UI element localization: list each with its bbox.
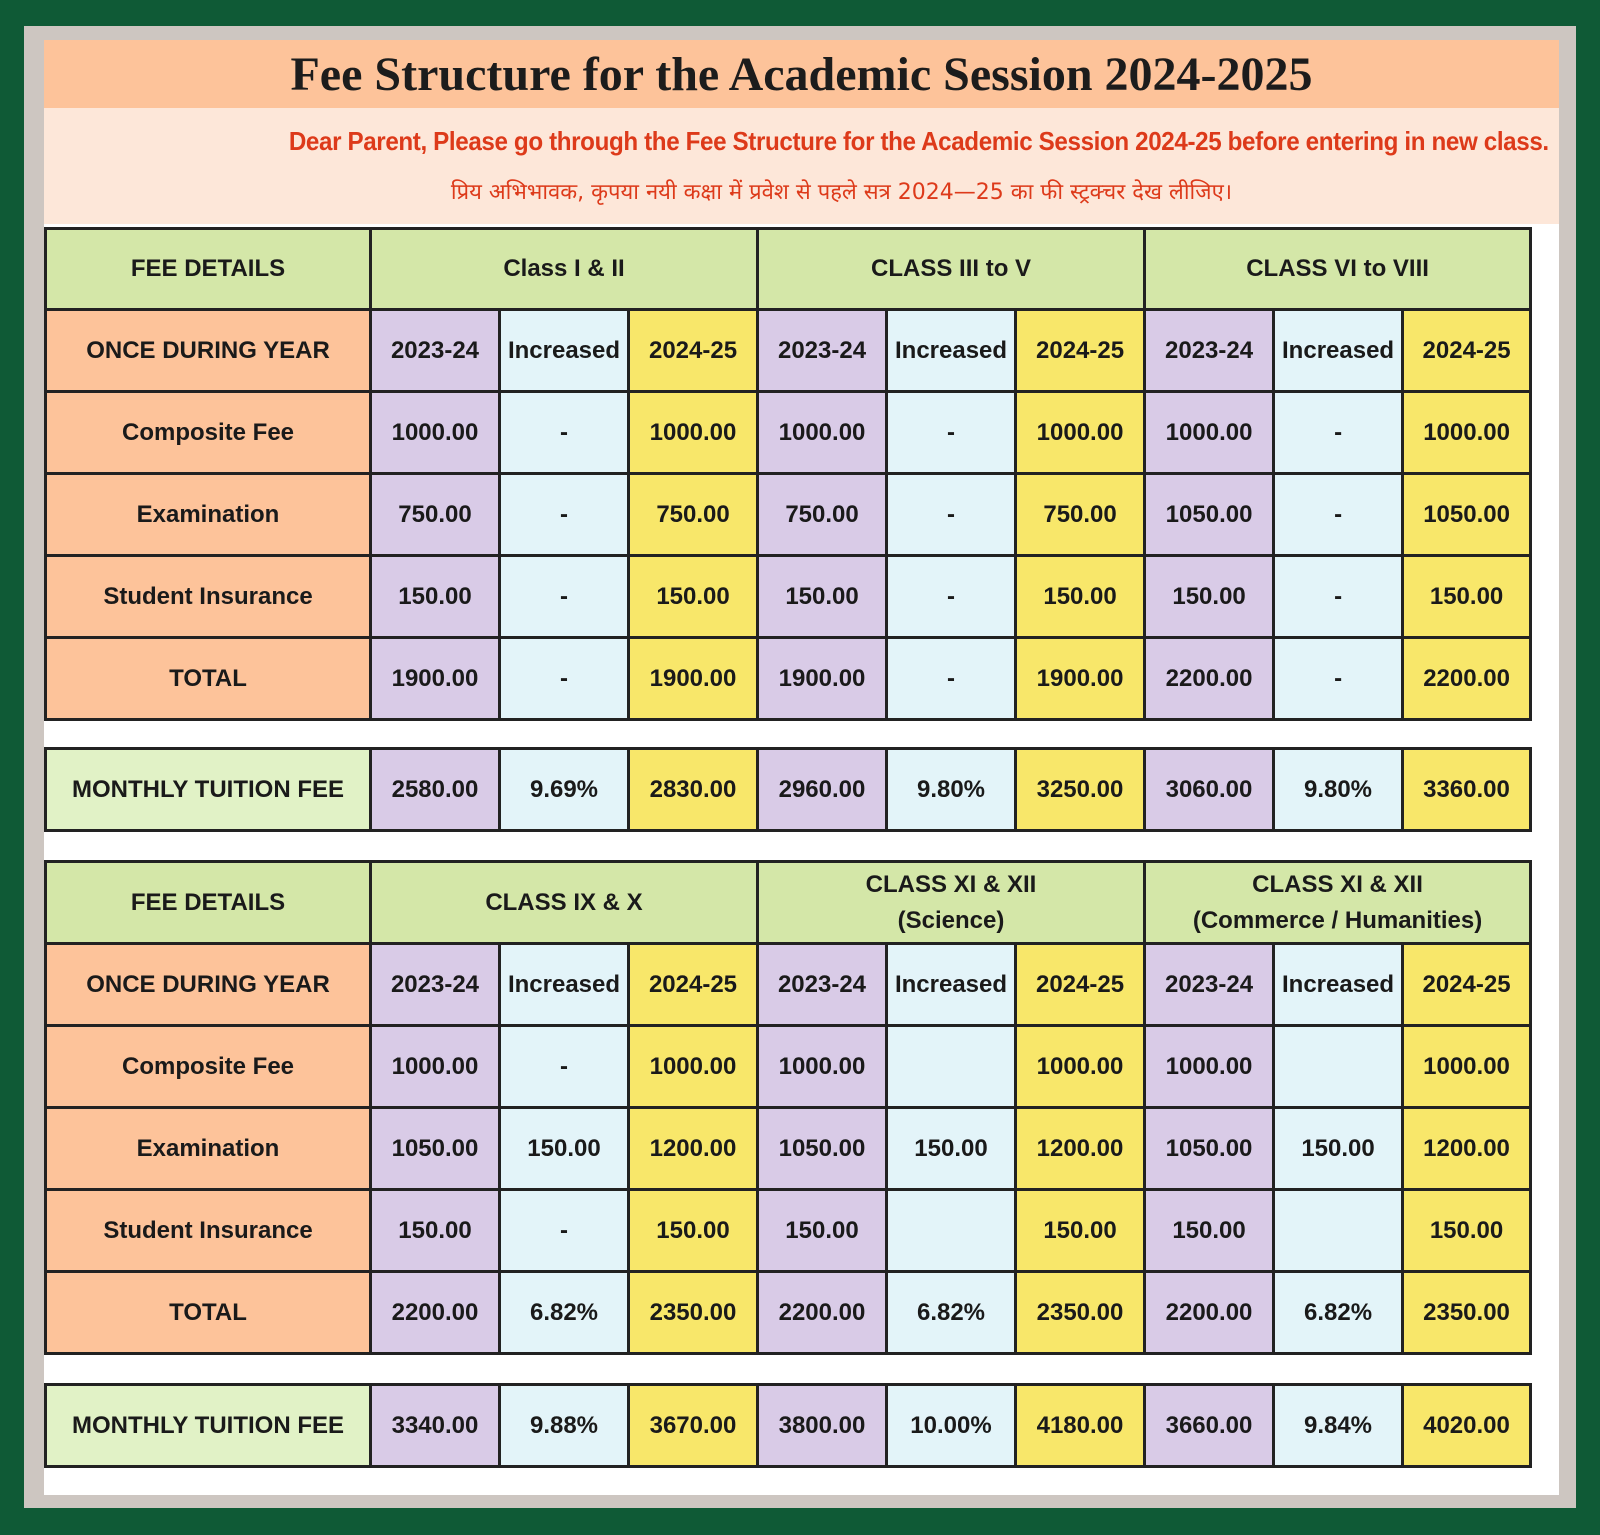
cell: 3340.00 (371, 1385, 500, 1467)
subhead-2023: 2023-24 (1145, 944, 1274, 1026)
row-label: Composite Fee (46, 1026, 371, 1108)
once-during-year-label: ONCE DURING YEAR (46, 944, 371, 1026)
group-header (371, 862, 758, 944)
cell: 2350.00 (1016, 1272, 1145, 1354)
subhead-2024: 2024-25 (1016, 944, 1145, 1026)
fee-table-secondary (44, 860, 1532, 1355)
cell: 9.80% (887, 749, 1016, 831)
cell: 9.69% (500, 749, 629, 831)
cell: 2580.00 (371, 749, 500, 831)
group-header: CLASS III to V (758, 229, 1145, 310)
row-label: Student Insurance (46, 556, 371, 638)
fee-table-primary (44, 227, 1532, 721)
table-row (46, 1026, 1531, 1108)
cell: - (500, 474, 629, 556)
group-header-line1: CLASS IX & X (485, 888, 643, 916)
subhead-2023: 2023-24 (758, 944, 887, 1026)
cell: 2830.00 (629, 749, 758, 831)
subhead-2024: 2024-25 (629, 944, 758, 1026)
cell: 1000.00 (371, 392, 500, 474)
cell: 2200.00 (758, 1272, 887, 1354)
subhead-2024: 2024-25 (1403, 310, 1531, 392)
cell: 1900.00 (629, 638, 758, 720)
monthly-label: MONTHLY TUITION FEE (46, 1385, 371, 1467)
table-row (46, 1108, 1531, 1190)
page-title: Fee Structure for the Academic Session 2024-2025 (290, 47, 1313, 101)
cell: - (887, 392, 1016, 474)
cell: 2350.00 (1403, 1272, 1531, 1354)
subhead-2023: 2023-24 (1145, 310, 1274, 392)
subhead-increased: Increased (887, 310, 1016, 392)
subhead-2023: 2023-24 (758, 310, 887, 392)
group-header-line1: CLASS XI & XII (1252, 870, 1423, 898)
cell (1274, 1026, 1403, 1108)
monthly-label: MONTHLY TUITION FEE (46, 749, 371, 831)
cell: - (1274, 638, 1403, 720)
cell: 3800.00 (758, 1385, 887, 1467)
cell (1274, 1190, 1403, 1272)
table-row (46, 474, 1531, 556)
group-header-row (46, 229, 1531, 310)
cell: 1900.00 (1016, 638, 1145, 720)
cell: 150.00 (371, 556, 500, 638)
cell: 6.82% (887, 1272, 1016, 1354)
cell: 3360.00 (1403, 749, 1531, 831)
cell: 150.00 (1016, 556, 1145, 638)
cell: 6.82% (1274, 1272, 1403, 1354)
cell: 150.00 (887, 1108, 1016, 1190)
group-header-line2: (Commerce / Humanities) (1192, 906, 1483, 934)
cell: 150.00 (1403, 1190, 1531, 1272)
cell: 3660.00 (1145, 1385, 1274, 1467)
monthly-fee-table-secondary (44, 1383, 1532, 1468)
cell: 9.80% (1274, 749, 1403, 831)
cell: 1000.00 (629, 1026, 758, 1108)
cell: - (887, 556, 1016, 638)
fee-details-header: FEE DETAILS (46, 229, 371, 310)
cell: 1050.00 (1403, 474, 1531, 556)
group-header: CLASS VI to VIII (1145, 229, 1531, 310)
subhead-2024: 2024-25 (1016, 310, 1145, 392)
cell: 1000.00 (371, 1026, 500, 1108)
cell: 1050.00 (1145, 1108, 1274, 1190)
cell: - (1274, 556, 1403, 638)
cell: 1000.00 (629, 392, 758, 474)
table-row (46, 556, 1531, 638)
cell (887, 1026, 1016, 1108)
cell: 150.00 (500, 1108, 629, 1190)
cell: 750.00 (758, 474, 887, 556)
cell: 1000.00 (1016, 1026, 1145, 1108)
cell: 150.00 (1274, 1108, 1403, 1190)
cell: 1000.00 (758, 392, 887, 474)
cell: - (887, 638, 1016, 720)
row-label: TOTAL (46, 638, 371, 720)
cell: 3250.00 (1016, 749, 1145, 831)
cell: 1000.00 (1016, 392, 1145, 474)
cell: - (500, 1190, 629, 1272)
subheader-row (46, 310, 1531, 392)
monthly-row (46, 1385, 1531, 1467)
cell: 1050.00 (758, 1108, 887, 1190)
table-row (46, 392, 1531, 474)
row-label: TOTAL (46, 1272, 371, 1354)
subheader-row (46, 944, 1531, 1026)
cell: 150.00 (758, 556, 887, 638)
cell: 1200.00 (629, 1108, 758, 1190)
cell: - (887, 474, 1016, 556)
row-label: Composite Fee (46, 392, 371, 474)
cell: 3670.00 (629, 1385, 758, 1467)
cell: - (500, 1026, 629, 1108)
cell: - (1274, 392, 1403, 474)
cell (887, 1190, 1016, 1272)
cell: 1900.00 (371, 638, 500, 720)
subhead-increased: Increased (1274, 310, 1403, 392)
cell: 4020.00 (1403, 1385, 1531, 1467)
subhead-increased: Increased (500, 310, 629, 392)
subhead-increased: Increased (1274, 944, 1403, 1026)
cell: 1900.00 (758, 638, 887, 720)
cell: 150.00 (371, 1190, 500, 1272)
fee-sheet (44, 40, 1559, 1495)
cell: 1000.00 (1403, 392, 1531, 474)
cell: 9.84% (1274, 1385, 1403, 1467)
cell: 750.00 (629, 474, 758, 556)
cell: 1050.00 (371, 1108, 500, 1190)
cell: - (500, 556, 629, 638)
notice-english: Dear Parent, Please go through the Fee Structure for the Academic Session 2024-25 before entering in new class. (289, 126, 1549, 156)
cell: 1000.00 (1145, 392, 1274, 474)
cell: 1200.00 (1016, 1108, 1145, 1190)
parent-notice (44, 108, 1559, 224)
subhead-increased: Increased (500, 944, 629, 1026)
group-header (758, 862, 1145, 944)
fee-details-header: FEE DETAILS (46, 862, 371, 944)
total-row (46, 638, 1531, 720)
cell: 1000.00 (1403, 1026, 1531, 1108)
subhead-2024: 2024-25 (629, 310, 758, 392)
group-header (1145, 862, 1531, 944)
cell: 1050.00 (1145, 474, 1274, 556)
cell: 1000.00 (758, 1026, 887, 1108)
cell: 2960.00 (758, 749, 887, 831)
cell: 10.00% (887, 1385, 1016, 1467)
monthly-fee-table-primary (44, 747, 1532, 832)
cell: 150.00 (629, 1190, 758, 1272)
cell: 750.00 (371, 474, 500, 556)
subhead-2023: 2023-24 (371, 944, 500, 1026)
total-row (46, 1272, 1531, 1354)
cell: 1200.00 (1403, 1108, 1531, 1190)
group-header-line1: CLASS XI & XII (865, 870, 1037, 898)
cell: 4180.00 (1016, 1385, 1145, 1467)
cell: 2200.00 (1403, 638, 1531, 720)
cell: 750.00 (1016, 474, 1145, 556)
cell: 150.00 (1016, 1190, 1145, 1272)
notice-hindi: प्रिय अभिभावक, कृपया नयी कक्षा में प्रवेश से पहले सत्र 2024—25 का फी स्ट्रक्चर देख लीजिए। (450, 180, 1233, 205)
cell: - (500, 638, 629, 720)
cell: - (500, 392, 629, 474)
once-during-year-label: ONCE DURING YEAR (46, 310, 371, 392)
cell: 150.00 (1145, 556, 1274, 638)
monthly-row (46, 749, 1531, 831)
row-label: Student Insurance (46, 1190, 371, 1272)
subhead-increased: Increased (887, 944, 1016, 1026)
row-label: Examination (46, 1108, 371, 1190)
subhead-2024: 2024-25 (1403, 944, 1531, 1026)
table-row (46, 1190, 1531, 1272)
cell: 150.00 (629, 556, 758, 638)
cell: 9.88% (500, 1385, 629, 1467)
cell: 150.00 (1145, 1190, 1274, 1272)
subhead-2023: 2023-24 (371, 310, 500, 392)
group-header-row (46, 862, 1531, 944)
cell: 1000.00 (1145, 1026, 1274, 1108)
row-label: Examination (46, 474, 371, 556)
cell: - (1274, 474, 1403, 556)
cell: 2200.00 (371, 1272, 500, 1354)
group-header-line2: (Science) (897, 906, 1005, 934)
cell: 2200.00 (1145, 1272, 1274, 1354)
cell: 6.82% (500, 1272, 629, 1354)
cell: 150.00 (758, 1190, 887, 1272)
group-header: Class I & II (371, 229, 758, 310)
cell: 150.00 (1403, 556, 1531, 638)
cell: 2350.00 (629, 1272, 758, 1354)
cell: 2200.00 (1145, 638, 1274, 720)
cell: 3060.00 (1145, 749, 1274, 831)
page-title-bar (44, 40, 1559, 108)
